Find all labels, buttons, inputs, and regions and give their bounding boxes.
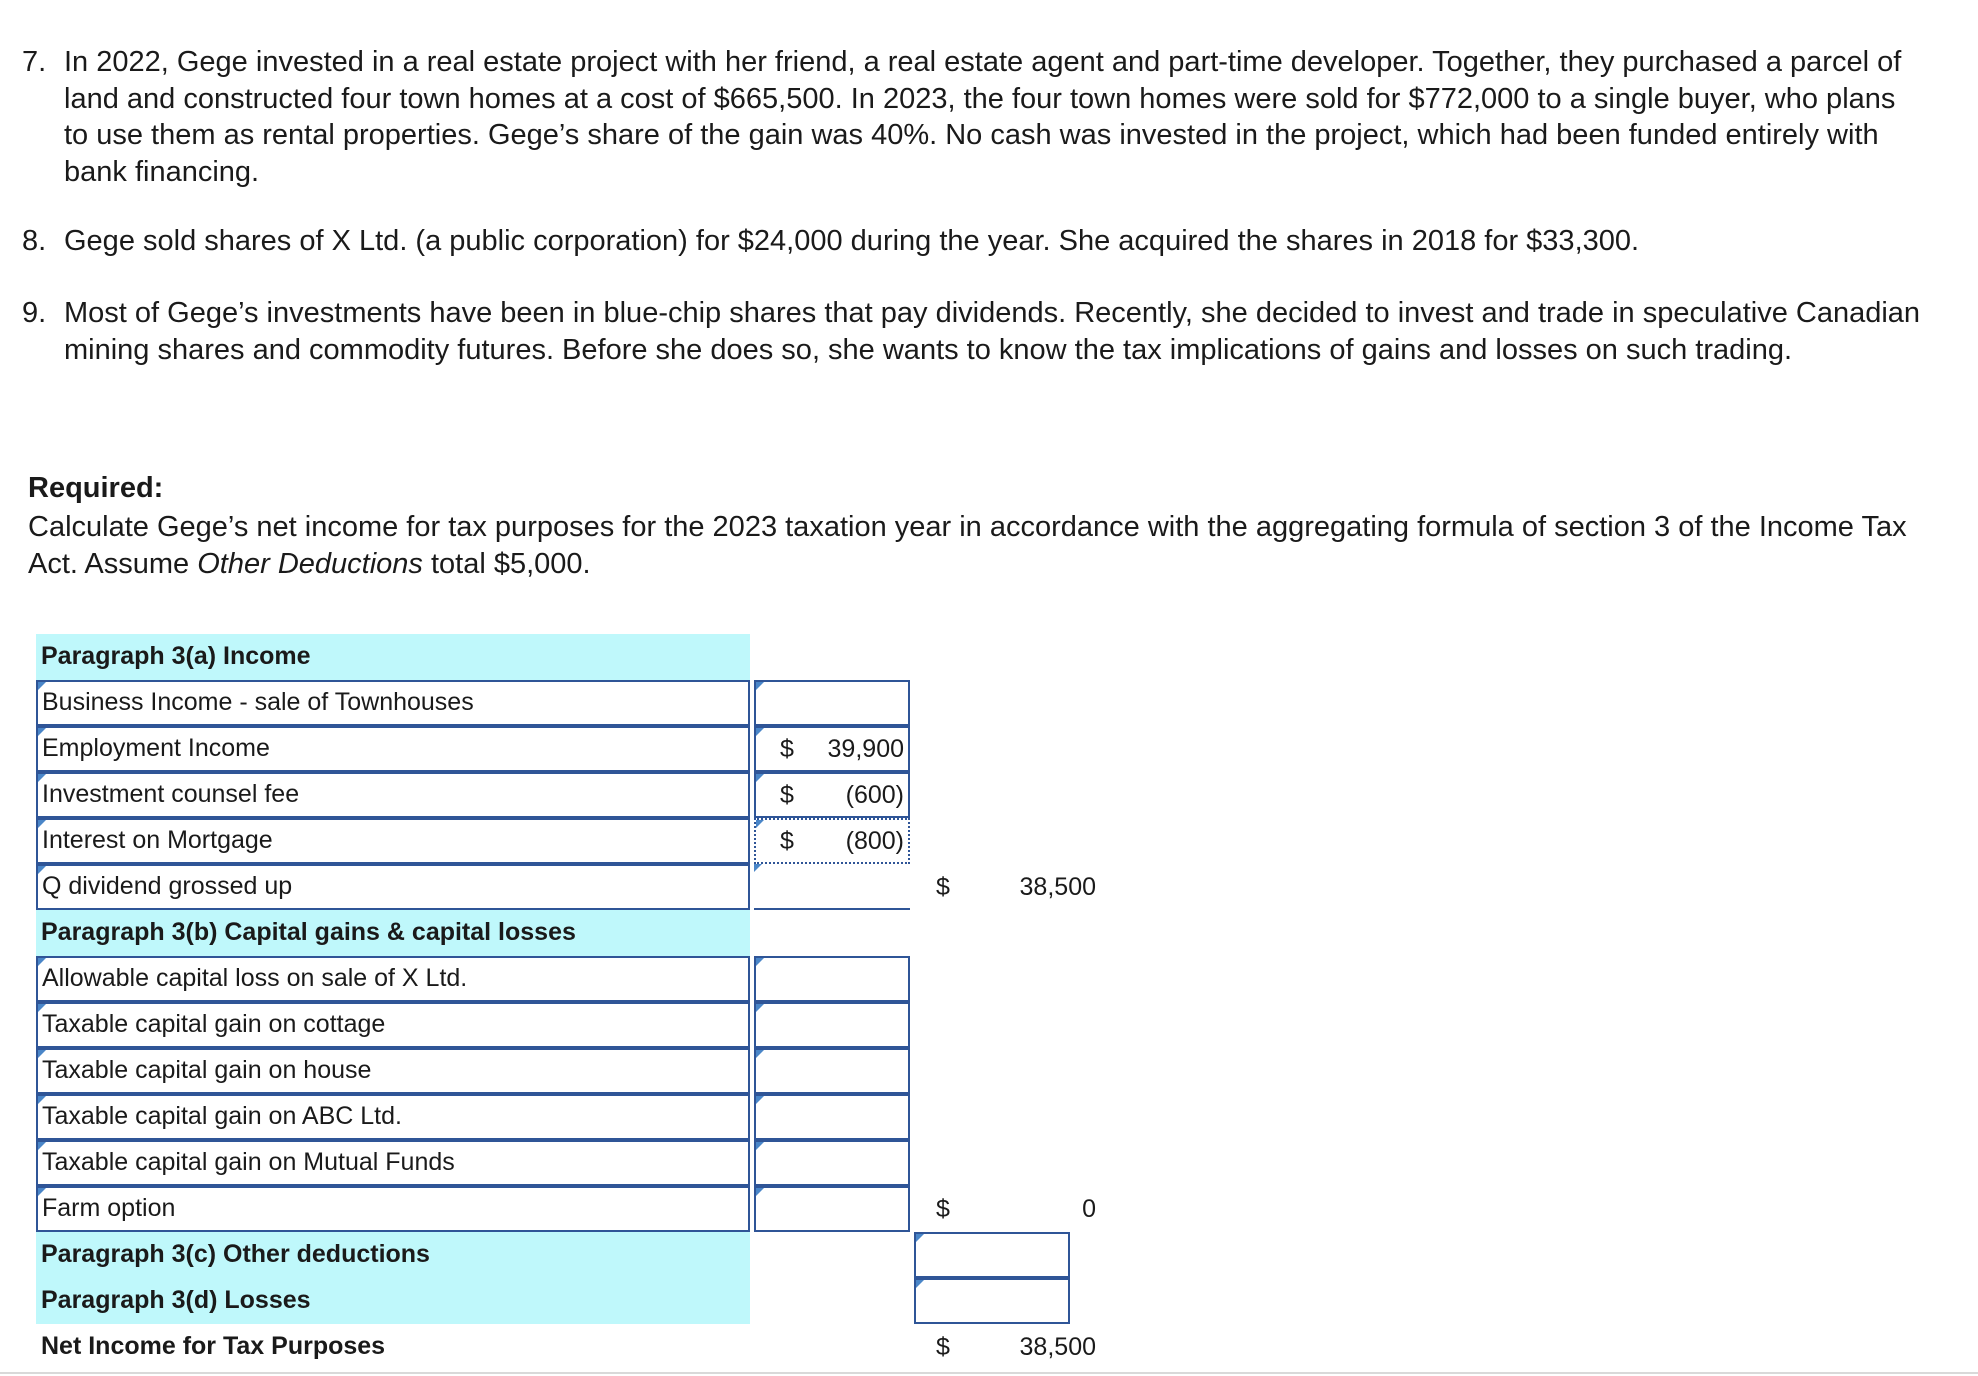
section-heading-3a: Paragraph 3(a) Income (36, 634, 750, 680)
worksheet-row (36, 1186, 1096, 1232)
label-dropdown-mortgage-interest[interactable] (36, 818, 750, 864)
worksheet-row (36, 1048, 1096, 1094)
dollar-sign: $ (780, 827, 794, 855)
item-number: 8. (22, 225, 47, 257)
subtotal-3b (936, 1186, 1096, 1232)
amount-input-gain-mutual[interactable] (754, 1140, 910, 1186)
worksheet-row (36, 818, 1096, 864)
dropdown-marker-icon (38, 866, 46, 874)
row-label: Taxable capital gain on Mutual Funds (42, 1148, 455, 1176)
row-label: Interest on Mortgage (42, 826, 273, 854)
row-label: Investment counsel fee (42, 780, 300, 808)
label-dropdown-business-income[interactable] (36, 680, 750, 726)
row-label: Taxable capital gain on cottage (42, 1010, 386, 1038)
dropdown-marker-icon (916, 1280, 924, 1288)
dropdown-marker-icon (38, 958, 46, 966)
dropdown-marker-icon (38, 728, 46, 736)
dropdown-marker-icon (756, 1050, 764, 1058)
section-header-row (36, 1278, 1096, 1324)
section-header-row (36, 634, 1096, 680)
amount-input-q-dividend[interactable] (754, 864, 910, 910)
net-income-worksheet (36, 634, 1096, 1374)
amount-input-business-income[interactable] (754, 680, 910, 726)
row-label: Farm option (42, 1194, 176, 1222)
label-dropdown-gain-mutual[interactable] (36, 1140, 750, 1186)
subtotal-value: 0 (1082, 1195, 1096, 1223)
bottom-divider (0, 1372, 1978, 1374)
dropdown-marker-icon (756, 820, 764, 828)
label-dropdown-gain-abc[interactable] (36, 1094, 750, 1140)
label-dropdown-allowable-loss[interactable] (36, 956, 750, 1002)
amount-input-losses[interactable] (914, 1278, 1070, 1324)
row-label: Q dividend grossed up (42, 872, 293, 900)
item-number: 9. (22, 297, 47, 329)
worksheet-row (36, 680, 1096, 726)
amount-input-gain-cottage[interactable] (754, 1002, 910, 1048)
row-label: Taxable capital gain on ABC Ltd. (42, 1102, 402, 1130)
amount-input-allowable-loss[interactable] (754, 956, 910, 1002)
dollar-sign: $ (936, 1333, 950, 1361)
worksheet-row (36, 1094, 1096, 1140)
dropdown-marker-icon (38, 1188, 46, 1196)
net-income-total (936, 1324, 1096, 1370)
worksheet-row (36, 864, 1096, 910)
amount-input-gain-house[interactable] (754, 1048, 910, 1094)
required-text (28, 509, 1908, 582)
label-dropdown-gain-house[interactable] (36, 1048, 750, 1094)
required-text-part: Calculate Gege’s net income for tax purposes for the 2023 taxation year in accordance with the aggregating formula of section 3 of the Income Tax Act. Assume (28, 511, 1907, 580)
amount-input-farm-option[interactable] (754, 1186, 910, 1232)
worksheet-row (36, 772, 1096, 818)
amount-input-other-deductions[interactable] (914, 1232, 1070, 1278)
dropdown-marker-icon (754, 864, 762, 872)
dropdown-marker-icon (756, 1096, 764, 1104)
dropdown-marker-icon (756, 1188, 764, 1196)
label-dropdown-farm-option[interactable] (36, 1186, 750, 1232)
label-dropdown-investment-fee[interactable] (36, 772, 750, 818)
net-income-row (36, 1324, 1096, 1370)
worksheet-row (36, 726, 1096, 772)
worksheet-row (36, 1140, 1096, 1186)
section-header-row (36, 1232, 1096, 1278)
dollar-sign: $ (780, 781, 794, 809)
dropdown-marker-icon (38, 1050, 46, 1058)
amount-value: 39,900 (827, 735, 904, 763)
dollar-sign: $ (936, 873, 950, 901)
net-income-value: 38,500 (1019, 1333, 1096, 1361)
dollar-sign: $ (936, 1195, 950, 1223)
dropdown-marker-icon (756, 774, 764, 782)
dropdown-marker-icon (38, 1096, 46, 1104)
amount-input-employment-income[interactable] (754, 726, 910, 772)
dropdown-marker-icon (38, 774, 46, 782)
amount-input-mortgage-interest[interactable] (754, 818, 910, 864)
item-number: 7. (22, 46, 47, 78)
subtotal-3a (936, 864, 1096, 910)
row-label: Employment Income (42, 734, 270, 762)
dropdown-marker-icon (38, 1142, 46, 1150)
section-heading-3d: Paragraph 3(d) Losses (36, 1278, 750, 1324)
required-text-part: total $5,000. (422, 547, 591, 580)
item-text: Gege sold shares of X Ltd. (a public corporation) for $24,000 during the year. She acquired the shares in 2018 for $33,300. (64, 225, 1640, 257)
dropdown-marker-icon (756, 682, 764, 690)
amount-value: (600) (845, 781, 904, 809)
amount-input-gain-abc[interactable] (754, 1094, 910, 1140)
dropdown-marker-icon (756, 1004, 764, 1012)
amount-input-investment-fee[interactable] (754, 772, 910, 818)
row-label: Taxable capital gain on house (42, 1056, 372, 1084)
row-label: Business Income - sale of Townhouses (42, 688, 474, 716)
label-dropdown-q-dividend[interactable] (36, 864, 750, 910)
section-heading-3c: Paragraph 3(c) Other deductions (36, 1232, 750, 1278)
net-income-label: Net Income for Tax Purposes (41, 1332, 386, 1360)
row-label: Allowable capital loss on sale of X Ltd. (42, 964, 468, 992)
item-text: Most of Gege’s investments have been in blue-chip shares that pay dividends. Recently, she decided to invest and trade in speculative Canadian mining shares and commodity futures. Before she does so, she wants to know the tax implications of gains and losses on such trading. (64, 297, 1921, 366)
worksheet-row (36, 1002, 1096, 1048)
required-heading: Required: (28, 472, 164, 504)
required-text-italic: Other Deductions (197, 547, 423, 580)
dropdown-marker-icon (38, 820, 46, 828)
dropdown-marker-icon (756, 958, 764, 966)
dropdown-marker-icon (916, 1234, 924, 1242)
dollar-sign: $ (780, 735, 794, 763)
section-header-row (36, 910, 1096, 956)
dropdown-marker-icon (38, 1004, 46, 1012)
label-dropdown-employment-income[interactable] (36, 726, 750, 772)
label-dropdown-gain-cottage[interactable] (36, 1002, 750, 1048)
section-heading-3b: Paragraph 3(b) Capital gains & capital losses (36, 910, 750, 956)
dropdown-marker-icon (756, 1142, 764, 1150)
worksheet-row (36, 956, 1096, 1002)
subtotal-value: 38,500 (1019, 873, 1096, 901)
dropdown-marker-icon (756, 728, 764, 736)
dropdown-marker-icon (38, 682, 46, 690)
item-text: In 2022, Gege invested in a real estate project with her friend, a real estate agent and part-time developer. Together, they purchased a parcel of land and constructed four town homes at a cost of $665,500. In 2023, the four town homes were sold for $772,000 to a single buyer, who plans to use them as rental properties. Gege’s share of the gain was 40%. No cash was invested in the project, which had been funded entirely with bank financing. (64, 46, 1902, 188)
amount-value: (800) (845, 827, 904, 855)
